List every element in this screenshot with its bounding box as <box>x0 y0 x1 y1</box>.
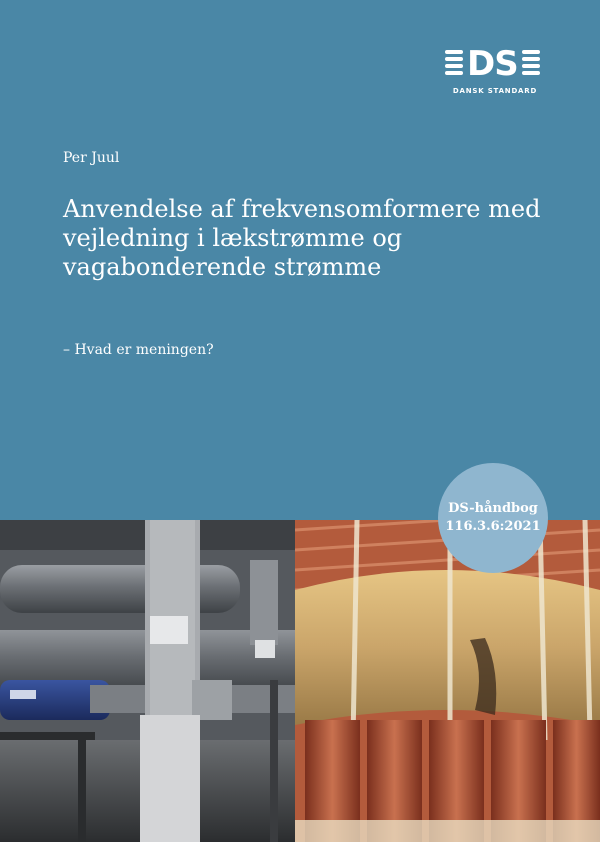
logo-waves-left-icon <box>445 50 463 80</box>
photo-motor-windings <box>295 520 600 842</box>
ds-logo <box>445 44 545 100</box>
photo-pipework <box>0 520 295 842</box>
logo-mark: DS <box>467 44 518 84</box>
handbook-badge <box>438 463 548 573</box>
windings-illustration <box>295 520 600 842</box>
book-subtitle: – Hvad er meningen? <box>63 342 214 358</box>
pipework-illustration <box>0 520 295 842</box>
logo-subtitle: DANSK STANDARD <box>452 87 538 95</box>
logo-waves-right-icon <box>522 50 540 80</box>
badge-label: DS-håndbog <box>448 501 538 516</box>
book-title: Anvendelse af frekvensomformere med vejledning i lækstrømme og vagabonderende strømme <box>63 195 541 281</box>
author-name: Per Juul <box>63 150 120 166</box>
badge-number: 116.3.6:2021 <box>445 519 541 534</box>
